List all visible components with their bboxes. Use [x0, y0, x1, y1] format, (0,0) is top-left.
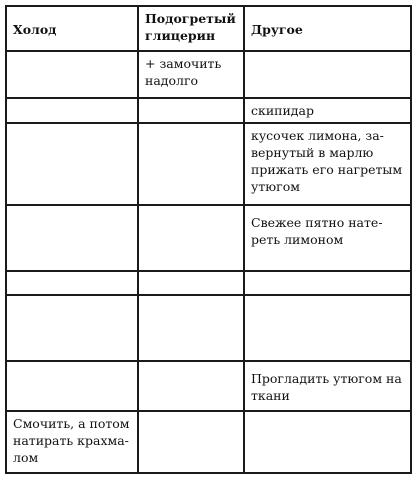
table-cell: [244, 51, 411, 98]
table-cell: [138, 411, 244, 473]
header-glycerin: [138, 6, 244, 51]
table-cell: [6, 51, 138, 98]
table-cell: [6, 98, 138, 123]
table-cell: [6, 361, 138, 411]
header-cold-text: Холод: [13, 22, 57, 37]
table-cell: [138, 205, 244, 271]
table-cell: [244, 123, 411, 205]
table-row: [6, 361, 411, 411]
table-cell: [244, 205, 411, 271]
table-cell: [244, 411, 411, 473]
cell-text: + замочить надолго: [145, 56, 222, 88]
header-other-text: Другое: [251, 22, 303, 37]
table-cell: [6, 411, 138, 473]
table-row: [6, 51, 411, 98]
cell-text: Свежее пятно нате- реть лимоном: [251, 215, 383, 247]
table-cell: [244, 271, 411, 295]
table-cell: [138, 271, 244, 295]
table-row: [6, 98, 411, 123]
table-cell: [138, 98, 244, 123]
table-cell: [6, 295, 138, 361]
table-row: [6, 295, 411, 361]
cell-text: Прогладить утюгом на ткани: [251, 371, 402, 403]
table-cell: [244, 361, 411, 411]
table-cell: [138, 123, 244, 205]
cell-text: кусочек лимона, за- вернутый в марлю прижать его нагретым утюгом: [251, 128, 403, 194]
header-glycerin-text: Подогретый глицерин: [145, 11, 236, 43]
header-cold: [6, 6, 138, 51]
table-cell: [138, 51, 244, 98]
table-cell: [6, 271, 138, 295]
table-row: [6, 205, 411, 271]
table-row: [6, 271, 411, 295]
stain-removal-table: [5, 5, 412, 474]
table-cell: [244, 295, 411, 361]
cell-text: Смочить, а потом натирать крахма- лом: [13, 416, 130, 465]
table-cell: [138, 361, 244, 411]
table-cell: [244, 98, 411, 123]
table-row: [6, 123, 411, 205]
table-cell: [138, 295, 244, 361]
cell-text: скипидар: [251, 103, 314, 118]
table-cell: [6, 205, 138, 271]
header-row: [6, 6, 411, 51]
table-cell: [6, 123, 138, 205]
header-other: [244, 6, 411, 51]
table-row: [6, 411, 411, 473]
